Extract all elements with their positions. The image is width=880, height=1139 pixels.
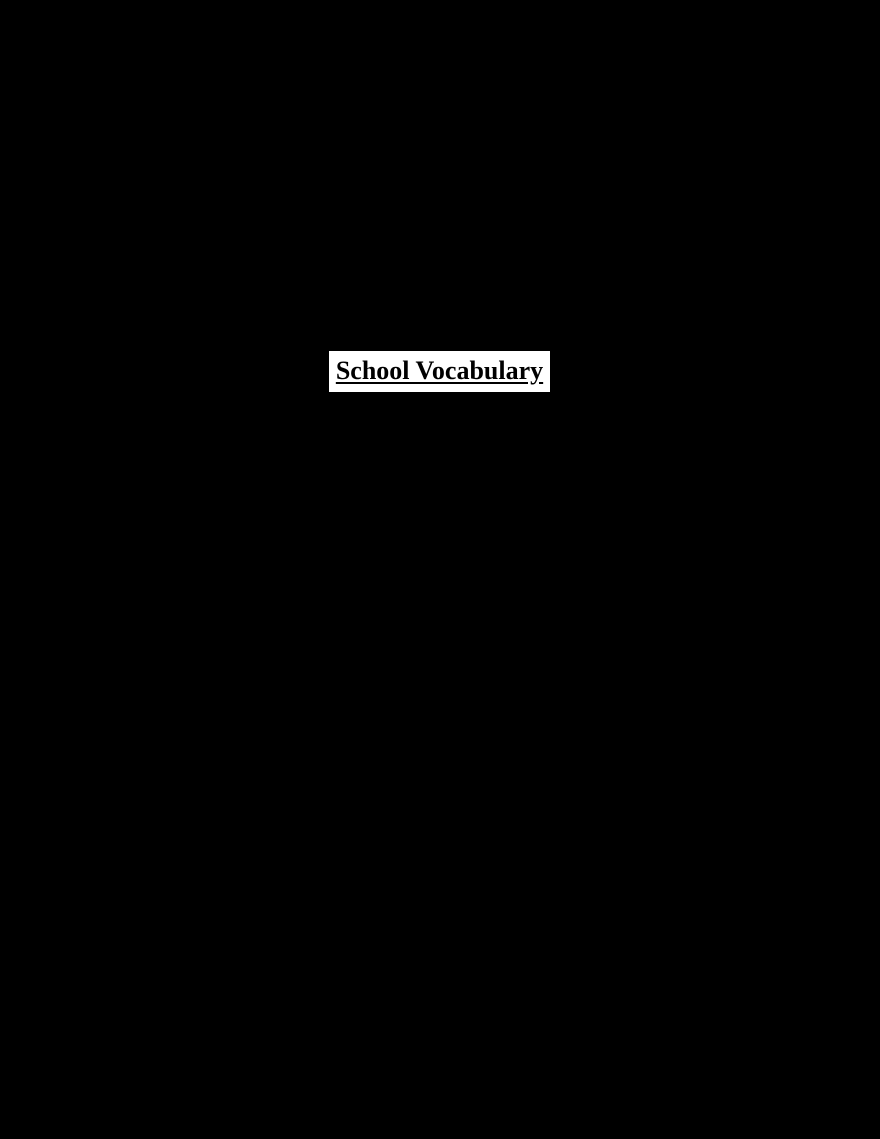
- page-title: School Vocabulary: [335, 355, 544, 385]
- document-title-block: [329, 351, 550, 392]
